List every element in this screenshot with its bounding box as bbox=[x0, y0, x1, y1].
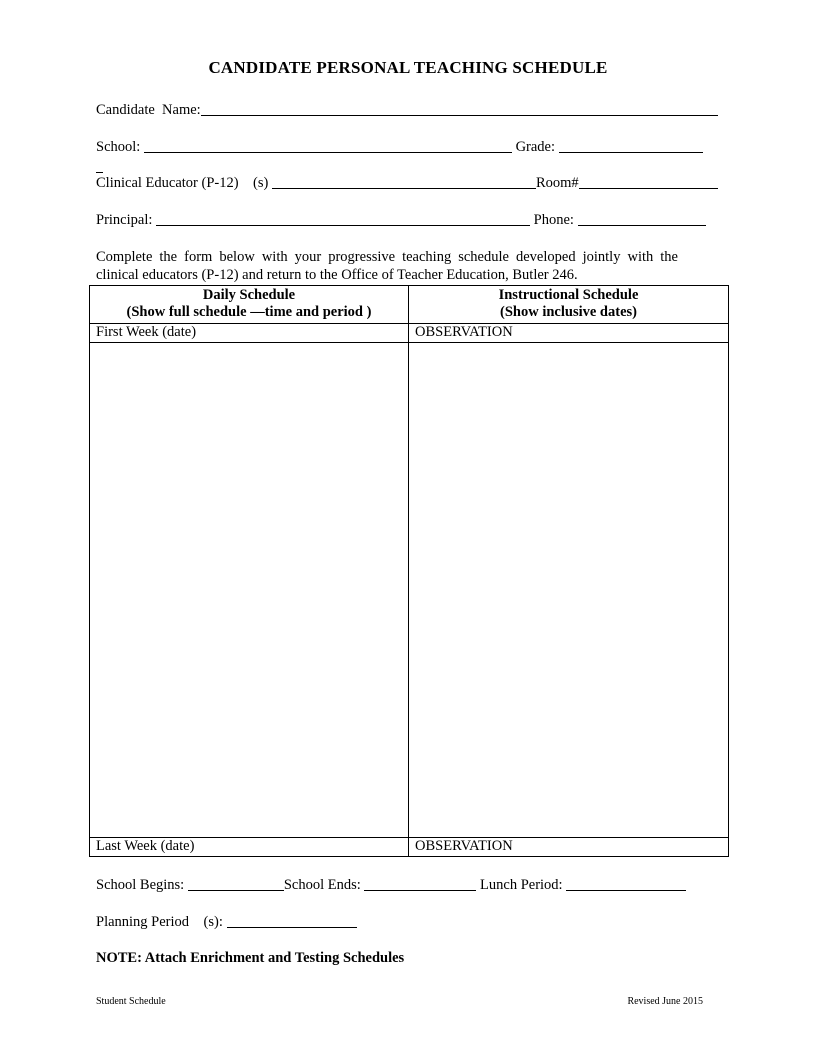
principal-phone-row bbox=[96, 207, 718, 229]
school-ends-field[interactable] bbox=[364, 876, 476, 891]
candidate-name-field[interactable] bbox=[201, 101, 718, 116]
daily-schedule-title: Daily Schedule bbox=[202, 287, 296, 303]
daily-schedule-header bbox=[90, 286, 409, 324]
school-ends-label: School Ends: bbox=[283, 877, 365, 893]
lunch-period-label: Lunch Period: bbox=[476, 877, 567, 893]
clinical-educator-field[interactable] bbox=[272, 174, 536, 189]
first-observation-cell: OBSERVATION bbox=[409, 324, 729, 343]
school-grade-row bbox=[96, 134, 718, 156]
grade-field[interactable] bbox=[559, 138, 703, 153]
school-label: School: bbox=[96, 139, 144, 155]
schedule-table bbox=[89, 285, 729, 857]
footer-right: Revised June 2015 bbox=[627, 996, 703, 1007]
instructional-schedule-header bbox=[409, 286, 729, 324]
grade-label: Grade: bbox=[511, 139, 559, 155]
instructional-schedule-title: Instructional Schedule bbox=[498, 287, 639, 303]
planning-period-label: Planning Period (s): bbox=[96, 914, 227, 930]
room-label: Room# bbox=[535, 175, 579, 191]
phone-field[interactable] bbox=[578, 211, 706, 226]
planning-period-field[interactable] bbox=[227, 913, 357, 928]
first-week-row bbox=[90, 324, 729, 343]
first-week-cell: First Week (date) bbox=[90, 324, 409, 343]
planning-period-row bbox=[96, 909, 718, 931]
instructional-schedule-area[interactable] bbox=[409, 343, 729, 838]
principal-field[interactable] bbox=[156, 211, 530, 226]
school-times-row bbox=[96, 872, 718, 894]
phone-label: Phone: bbox=[530, 212, 578, 228]
candidate-name-label: Candidate Name: bbox=[96, 102, 201, 118]
school-begins-label: School Begins: bbox=[96, 877, 188, 893]
candidate-name-row bbox=[96, 97, 718, 119]
last-observation-cell: OBSERVATION bbox=[409, 838, 729, 857]
daily-schedule-subtitle: (Show full schedule —time and period ) bbox=[126, 304, 372, 320]
principal-label: Principal: bbox=[96, 212, 157, 228]
lunch-period-field[interactable] bbox=[566, 876, 686, 891]
note-text: NOTE: Attach Enrichment and Testing Schedules bbox=[96, 950, 405, 966]
school-field[interactable] bbox=[144, 138, 512, 153]
last-week-cell: Last Week (date) bbox=[90, 838, 409, 857]
schedule-body-row bbox=[90, 343, 729, 838]
clinical-educator-row bbox=[96, 170, 718, 192]
last-week-row bbox=[90, 838, 729, 857]
instructional-schedule-subtitle: (Show inclusive dates) bbox=[500, 304, 637, 320]
page-title: CANDIDATE PERSONAL TEACHING SCHEDULE bbox=[208, 58, 608, 77]
table-header-row bbox=[90, 286, 729, 324]
daily-schedule-area[interactable] bbox=[90, 343, 409, 838]
clinical-educator-label: Clinical Educator (P-12) (s) bbox=[96, 175, 272, 191]
school-begins-field[interactable] bbox=[188, 876, 284, 891]
footer-left: Student Schedule bbox=[96, 996, 166, 1007]
instructions-text: Complete the form below with your progressive teaching schedule developed jointly with the clinical educators (P-12) and return to the Office of Teacher Education, Butler 246. bbox=[96, 249, 678, 283]
room-field[interactable] bbox=[579, 174, 718, 189]
